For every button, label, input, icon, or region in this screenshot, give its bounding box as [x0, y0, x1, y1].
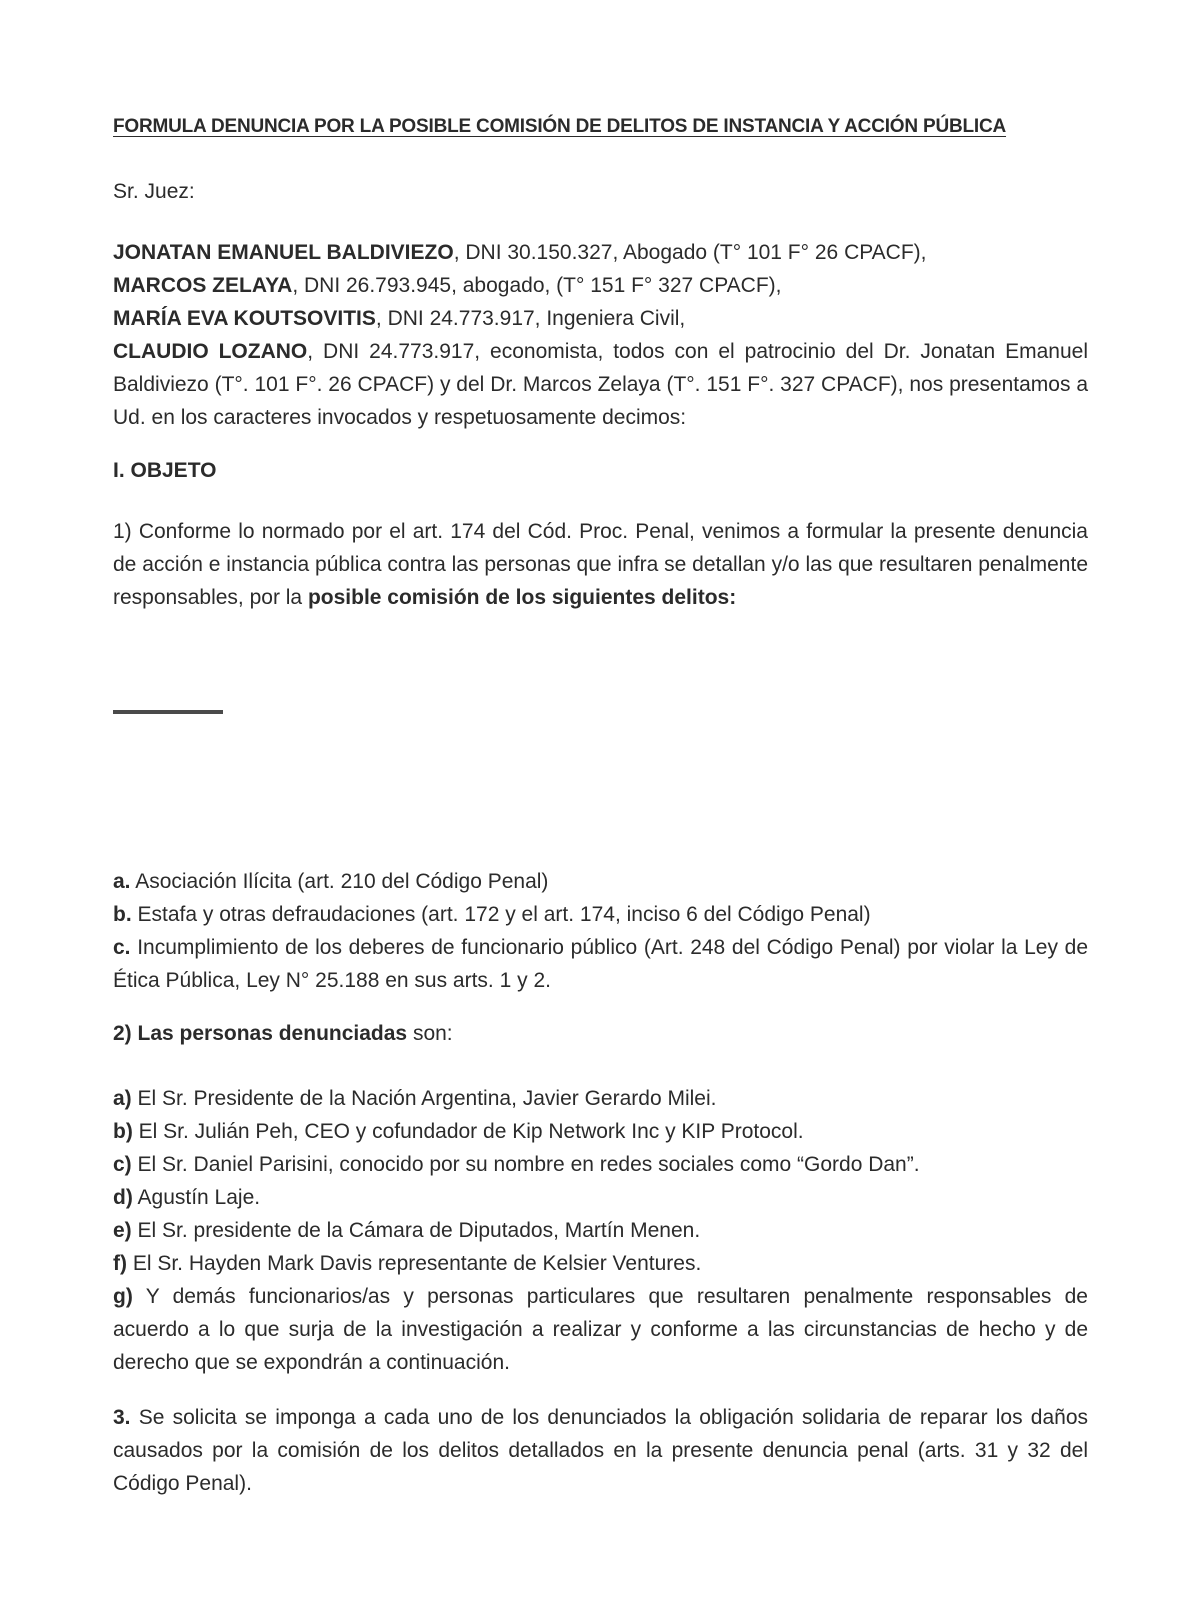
- accused-marker: e): [113, 1219, 132, 1242]
- accused-text: Agustín Laje.: [132, 1186, 261, 1209]
- crime-marker: b.: [113, 903, 132, 926]
- presenter-name: CLAUDIO LOZANO: [113, 340, 308, 363]
- presenter-details: , DNI 24.773.917, Ingeniera Civil,: [375, 307, 686, 330]
- accused-item: [113, 1115, 1088, 1148]
- paragraph-3-bold-marker: 3.: [113, 1406, 131, 1429]
- accused-text: El Sr. Julián Peh, CEO y cofundador de Kip Network Inc y KIP Protocol.: [132, 1120, 804, 1143]
- crime-item: [113, 865, 1088, 898]
- paragraph-3: [113, 1401, 1088, 1500]
- presenter-name: MARÍA EVA KOUTSOVITIS: [113, 307, 376, 330]
- presenter-details: , DNI 26.793.945, abogado, (T° 151 F° 327 CPACF),: [292, 274, 782, 297]
- accused-marker: b): [113, 1120, 133, 1143]
- crime-item: [113, 898, 1088, 931]
- paragraph-2-bold-text: 2) Las personas denunciadas: [113, 1022, 408, 1045]
- crime-text: Incumplimiento de los deberes de funcionario público (Art. 248 del Código Penal) por violar la Ley de Ética Pública, Ley N° 25.188 en sus arts. 1 y 2.: [113, 936, 1088, 992]
- presenter-details: , DNI 30.150.327, Abogado (T° 101 F° 26 CPACF),: [453, 241, 927, 264]
- accused-marker: f): [113, 1252, 127, 1275]
- accused-marker: d): [113, 1186, 133, 1209]
- accused-item: [113, 1280, 1088, 1379]
- salutation: Sr. Juez:: [113, 180, 195, 203]
- accused-marker: a): [113, 1087, 132, 1110]
- crime-item: [113, 931, 1088, 997]
- crime-text: Asociación Ilícita (art. 210 del Código Penal): [130, 870, 549, 893]
- paragraph-2-text: son:: [407, 1022, 453, 1045]
- section-heading-objeto: I. OBJETO: [113, 459, 217, 482]
- presenter-name: MARCOS ZELAYA: [113, 274, 293, 297]
- accused-text: El Sr. Daniel Parisini, conocido por su nombre en redes sociales como “Gordo Dan”.: [131, 1153, 920, 1176]
- accused-marker: g): [113, 1285, 133, 1308]
- accused-text: El Sr. presidente de la Cámara de Diputados, Martín Menen.: [131, 1219, 701, 1242]
- separator-line: [113, 710, 223, 714]
- paragraph-3-text: Se solicita se imponga a cada uno de los denunciados la obligación solidaria de reparar los daños causados por la comisión de los delitos detallados en la presente denuncia penal (arts. 31 y 32 del Código Penal).: [113, 1406, 1088, 1495]
- crimes-list: [113, 865, 1088, 997]
- accused-text: El Sr. Hayden Mark Davis representante de Kelsier Ventures.: [127, 1252, 702, 1275]
- paragraph-1-text: 1) Conforme lo normado por el art. 174 del Cód. Proc. Penal, venimos a formular la presente denuncia de acción e instancia pública contra las personas que infra se detallan y/o las que resultaren penalmente responsables, por la: [113, 520, 1088, 609]
- crime-text: Estafa y otras defraudaciones (art. 172 y el art. 174, inciso 6 del Código Penal): [131, 903, 871, 926]
- paragraph-1: [113, 515, 1088, 614]
- presenter-name: JONATAN EMANUEL BALDIVIEZO: [113, 241, 454, 264]
- accused-text: Y demás funcionarios/as y personas particulares que resultaren penalmente responsables de acuerdo a lo que surja de la investigación a realizar y conforme a las circunstancias de hecho y de derecho que se expondrán a continuación.: [113, 1285, 1088, 1374]
- accused-item: [113, 1082, 1088, 1115]
- presenter-details: , DNI 24.773.917, economista, todos con el patrocinio del Dr. Jonatan Emanuel Baldiviezo (T°. 101 F°. 26 CPACF) y del Dr. Marcos Zelaya (T°. 151 F°. 327 CPACF), nos presentamos a Ud. en los caracteres invocados y respetuosamente decimos:: [113, 340, 1088, 429]
- accused-item: [113, 1247, 1088, 1280]
- document-title: FORMULA DENUNCIA POR LA POSIBLE COMISIÓN DE DELITOS DE INSTANCIA Y ACCIÓN PÚBLICA: [113, 116, 1007, 137]
- crime-marker: c.: [113, 936, 131, 959]
- paragraph-1-bold-text: posible comisión de los siguientes delitos:: [307, 586, 737, 609]
- paragraph-2: [113, 1017, 1088, 1050]
- accused-marker: c): [113, 1153, 132, 1176]
- accused-text: El Sr. Presidente de la Nación Argentina, Javier Gerardo Milei.: [131, 1087, 717, 1110]
- accused-item: [113, 1181, 1088, 1214]
- presenters-paragraph: [113, 236, 1088, 434]
- accused-item: [113, 1214, 1088, 1247]
- accused-item: [113, 1148, 1088, 1181]
- crime-marker: a.: [113, 870, 131, 893]
- accused-list: [113, 1082, 1088, 1379]
